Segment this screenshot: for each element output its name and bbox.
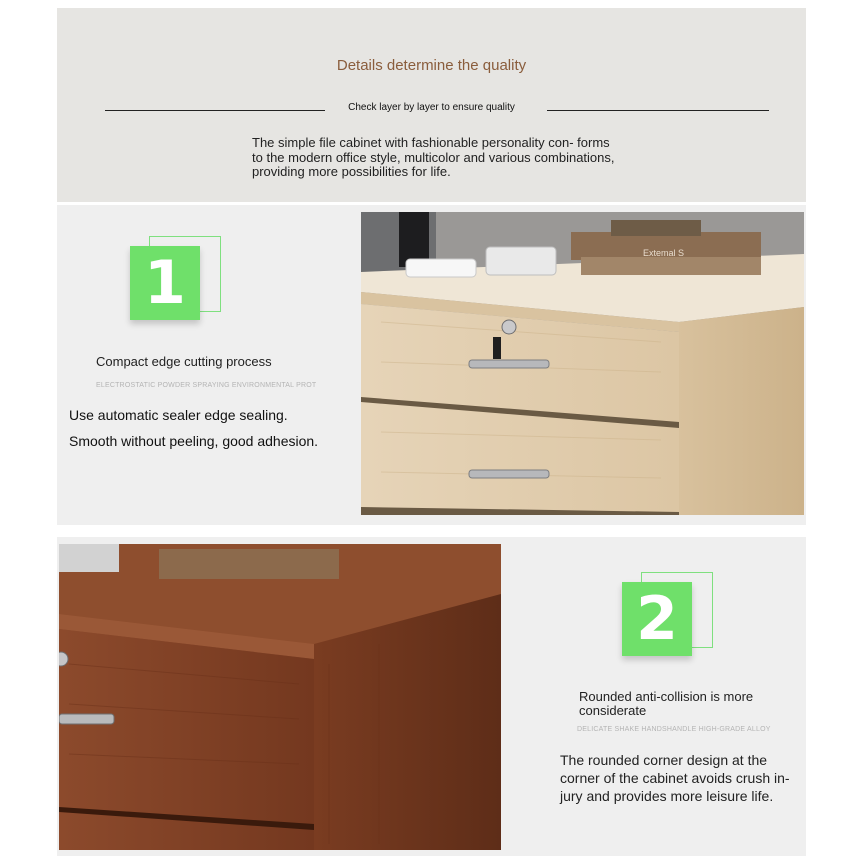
- feature-1-number-badge: [130, 236, 222, 326]
- feature-2-title: Rounded anti-collision is more considerate: [579, 689, 754, 718]
- feature-1-line-1: Use automatic sealer edge sealing.: [69, 407, 288, 423]
- book-caption: Extemal S: [643, 248, 685, 258]
- divider-right: [547, 110, 769, 111]
- badge-number: 1: [144, 248, 186, 318]
- feature-1-line-2: Smooth without peeling, good adhesion.: [69, 433, 319, 449]
- badge-box: [622, 582, 692, 656]
- light-wood-cabinet-photo: [361, 212, 804, 515]
- feature-2-panel: [57, 537, 806, 856]
- feature-1-panel: [57, 205, 806, 525]
- feature-2-subtitle: DELICATE SHAKE HANDSHANDLE HIGH-GRADE ALLOY: [577, 726, 771, 733]
- feature-2-description: The rounded corner design at the corner of the cabinet avoids crush in- jury and provides more leisure life.: [560, 752, 790, 804]
- section-subtitle: Check layer by layer to ensure quality: [348, 102, 515, 113]
- feature-1-subtitle: ELECTROSTATIC POWDER SPRAYING ENVIRONMENTAL PROT: [96, 382, 317, 389]
- header-panel: [57, 8, 806, 202]
- badge-box: [130, 246, 200, 320]
- intro-text: The simple file cabinet with fashionable personality con- forms to the modern office style, multicolor and various combinations, providing more possibilities for life.: [252, 135, 615, 179]
- feature-1-title: Compact edge cutting process: [96, 354, 272, 369]
- feature-2-number-badge: [622, 572, 714, 662]
- badge-number: 2: [636, 584, 678, 654]
- dark-wood-cabinet-photo: [59, 544, 501, 850]
- section-title: Details determine the quality: [336, 57, 527, 74]
